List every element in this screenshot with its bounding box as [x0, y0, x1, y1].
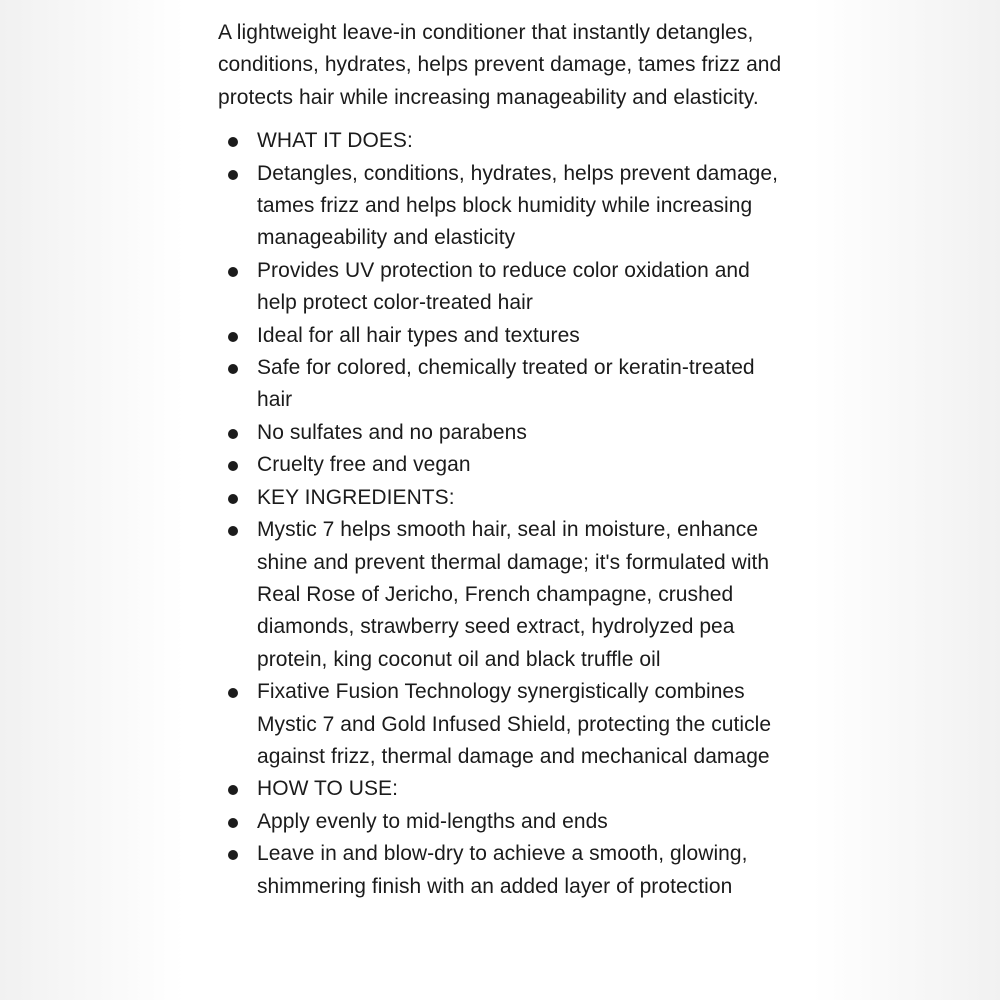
bullet-icon — [228, 170, 238, 180]
bullet-icon — [228, 429, 238, 439]
bullet-icon — [228, 818, 238, 828]
bullet-icon — [228, 850, 238, 860]
list-item — [218, 449, 793, 481]
bullet-icon — [228, 332, 238, 342]
list-item-text: Mystic 7 helps smooth hair, seal in moisture, enhance shine and prevent thermal damage; it's formulated with Real Rose of Jericho, French champagne, crushed diamonds, strawberry seed extract, hydrolyzed pea protein, king coconut oil and black truffle oil — [257, 518, 770, 671]
list-item-text: Ideal for all hair types and textures — [257, 323, 580, 347]
bullet-icon — [228, 461, 238, 471]
bullet-icon — [228, 364, 238, 374]
list-item — [218, 773, 793, 805]
list-item-text: KEY INGREDIENTS: — [257, 485, 455, 509]
list-item-text: No sulfates and no parabens — [257, 420, 527, 444]
list-item-text: Detangles, conditions, hydrates, helps prevent damage, tames frizz and helps block humidity while increasing manageability and elasticity — [257, 161, 779, 250]
list-item-text: WHAT IT DOES: — [257, 129, 413, 153]
list-item-text: Fixative Fusion Technology synergistically combines Mystic 7 and Gold Infused Shield, protecting the cuticle against frizz, thermal damage and mechanical damage — [257, 680, 772, 768]
list-item — [218, 158, 793, 255]
list-item — [218, 125, 793, 157]
bullet-icon — [228, 785, 238, 795]
feature-list — [218, 125, 793, 903]
list-item-text: HOW TO USE: — [257, 777, 398, 801]
list-item-text: Provides UV protection to reduce color oxidation and help protect color-treated hair — [257, 258, 750, 315]
list-item-text: Leave in and blow-dry to achieve a smooth, glowing, shimmering finish with an added layer of protection — [257, 842, 748, 898]
list-item-text: Cruelty free and vegan — [257, 453, 471, 477]
bullet-icon — [228, 526, 238, 536]
list-item — [218, 514, 793, 676]
list-item — [218, 320, 793, 352]
list-item — [218, 806, 793, 838]
list-item-text: Apply evenly to mid-lengths and ends — [257, 809, 608, 833]
list-item-text: Safe for colored, chemically treated or keratin-treated hair — [257, 356, 755, 412]
list-item — [218, 352, 793, 417]
list-item — [218, 255, 793, 320]
list-item — [218, 417, 793, 449]
list-item — [218, 838, 793, 903]
bullet-icon — [228, 137, 238, 147]
bullet-icon — [228, 688, 238, 698]
bullet-icon — [228, 267, 238, 277]
bullet-icon — [228, 494, 238, 504]
intro-paragraph: A lightweight leave-in conditioner that instantly detangles, conditions, hydrates, helps prevent damage, tames frizz and protects hair while increasing manageability and elasticity. — [218, 21, 782, 109]
list-item — [218, 482, 793, 514]
list-item — [218, 676, 793, 773]
product-description — [218, 17, 793, 903]
